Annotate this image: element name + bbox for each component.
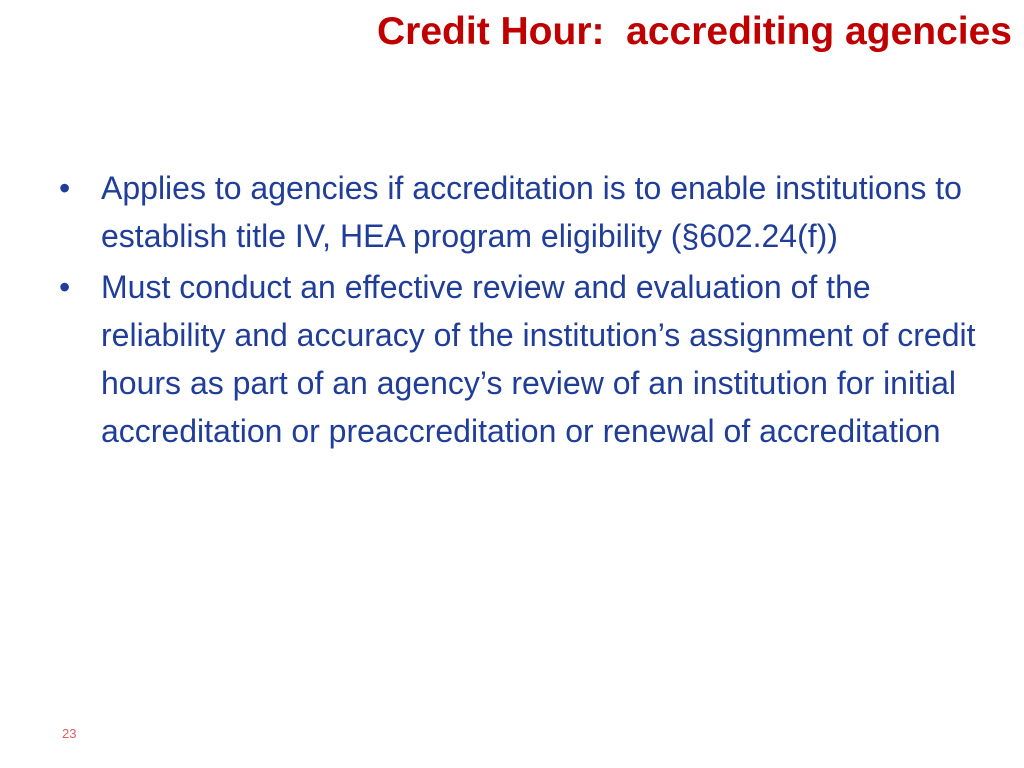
bullet-list [56, 164, 976, 458]
bullet-marker: • [59, 170, 71, 206]
bullet-text: Must conduct an effective review and evaluation of the reliability and accuracy of the institution’s assignment of credit hours as part of an agency’s review of an institution for initial accreditation or preaccreditation or renewal of accreditation [101, 269, 976, 449]
slide-title: Credit Hour: accrediting agencies [377, 10, 1012, 53]
bullet-text: Applies to agencies if accreditation is to enable institutions to establish title IV, HEA program eligibility (§602.24(f)) [101, 170, 962, 254]
bullet-marker: • [59, 269, 71, 305]
bullet-item-review-requirement [56, 263, 976, 455]
page-number: 23 [62, 726, 77, 741]
bullet-item-agencies-applicability [56, 164, 976, 260]
